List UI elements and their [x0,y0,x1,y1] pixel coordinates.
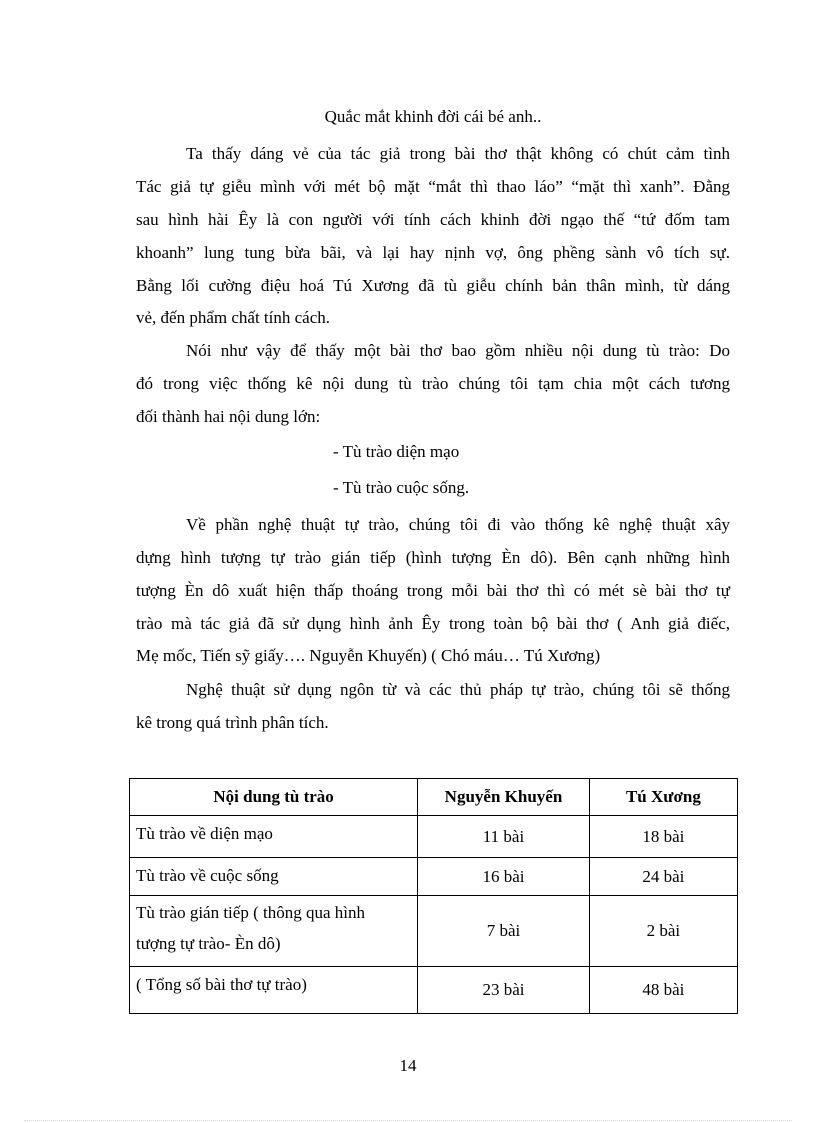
paragraph-2-line: đối thành hai nội dung lớn: [136,407,321,426]
paragraph-1-line: khoanh” lung tung bừa bãi, và lại hay nịnh vợ, ông phềng sành vô tích sự. [136,243,730,262]
table-cell-value: 7 bài [418,896,590,967]
table-header-cell: Tú Xương [589,779,737,816]
paragraph-3-line: dựng hình tượng tự trào gián tiếp (hình tượng Èn dô). Bên cạnh những hình [136,548,730,567]
table-row [130,858,738,896]
table-row [130,896,738,967]
table-row [130,816,738,858]
paragraph-3-line: tượng Èn dô xuất hiện thấp thoáng trong mỗi bài thơ thì có mét sè bài thơ tự [136,581,730,600]
table-cell-label [130,858,418,896]
list-item: - Tù trào diện mạo [333,442,460,461]
table-cell-value: 23 bài [418,967,590,1014]
table-cell-value: 24 bài [589,858,737,896]
paragraph-1-line: Tác giả tự giễu mình với mét bộ mặt “mắt thì thao láo” “mặt thì xanh”. Đằng [136,177,730,196]
label-text: Tù trào về cuộc sống [136,866,279,885]
paragraph-3-line: Về phần nghệ thuật tự trào, chúng tôi đi vào thống kê nghệ thuật xây [186,515,730,534]
label-text: tượng tự trào- Èn dô) [136,934,281,953]
page-number: 14 [399,1056,417,1075]
paragraph-4-line: kê trong quá trình phân tích. [136,713,329,732]
table-cell-value: 16 bài [418,858,590,896]
table-cell-value: 11 bài [418,816,590,858]
paragraph-2-line: đó trong việc thống kê nội dung tù trào chúng tôi tạm chia một cách tương [136,374,730,393]
list-item: - Tù trào cuộc sống. [333,478,470,497]
table-row [130,967,738,1014]
table-cell-label [130,967,418,1014]
paragraph-4-line: Nghệ thuật sử dụng ngôn từ và các thủ pháp tự trào, chúng tôi sẽ thống [186,680,730,699]
table-cell-value: 18 bài [589,816,737,858]
page-bottom-divider [24,1120,792,1121]
label-text: ( Tổng số bài thơ tự trào) [136,975,307,994]
paragraph-2-line: Nói như vậy để thấy một bài thơ bao gồm nhiều nội dung tù trào: Do [186,341,730,360]
paragraph-1-line: Bằng lối cường điệu hoá Tú Xương đã tù giễu chính bản thân mình, từ dáng [136,276,730,295]
paragraph-1-line: Ta thấy dáng vẻ của tác giả trong bài thơ thật không có chút cảm tình [186,144,730,163]
paragraph-3-line: trào mà tác giả đã sử dụng hình ảnh Êy trong toàn bộ bài thơ ( Anh giả điếc, [136,614,730,633]
table-cell-value: 48 bài [589,967,737,1014]
label-text: Tù trào về diện mạo [136,824,273,843]
paragraph-3-line: Mẹ mốc, Tiến sỹ giấy…. Nguyễn Khuyến) ( Chó máu… Tú Xương) [136,646,601,665]
label-text: Tù trào gián tiếp ( thông qua hình [136,903,365,922]
table-header-row [130,779,738,816]
paragraph-1-line: vẻ, đến phẩm chất tính cách. [136,308,331,327]
table-header-cell: Nội dung tù trào [130,779,418,816]
table-header-cell: Nguyễn Khuyến [418,779,590,816]
table-cell-value: 2 bài [589,896,737,967]
table-cell-label [130,816,418,858]
verse-line: Quắc mắt khinh đời cái bé anh.. [324,107,542,126]
paragraph-1-line: sau hình hài Êy là con người với tính cách khinh đời ngạo thế “tứ đốm tam [136,210,730,229]
statistics-table [129,778,738,1014]
table-cell-label [130,896,418,967]
